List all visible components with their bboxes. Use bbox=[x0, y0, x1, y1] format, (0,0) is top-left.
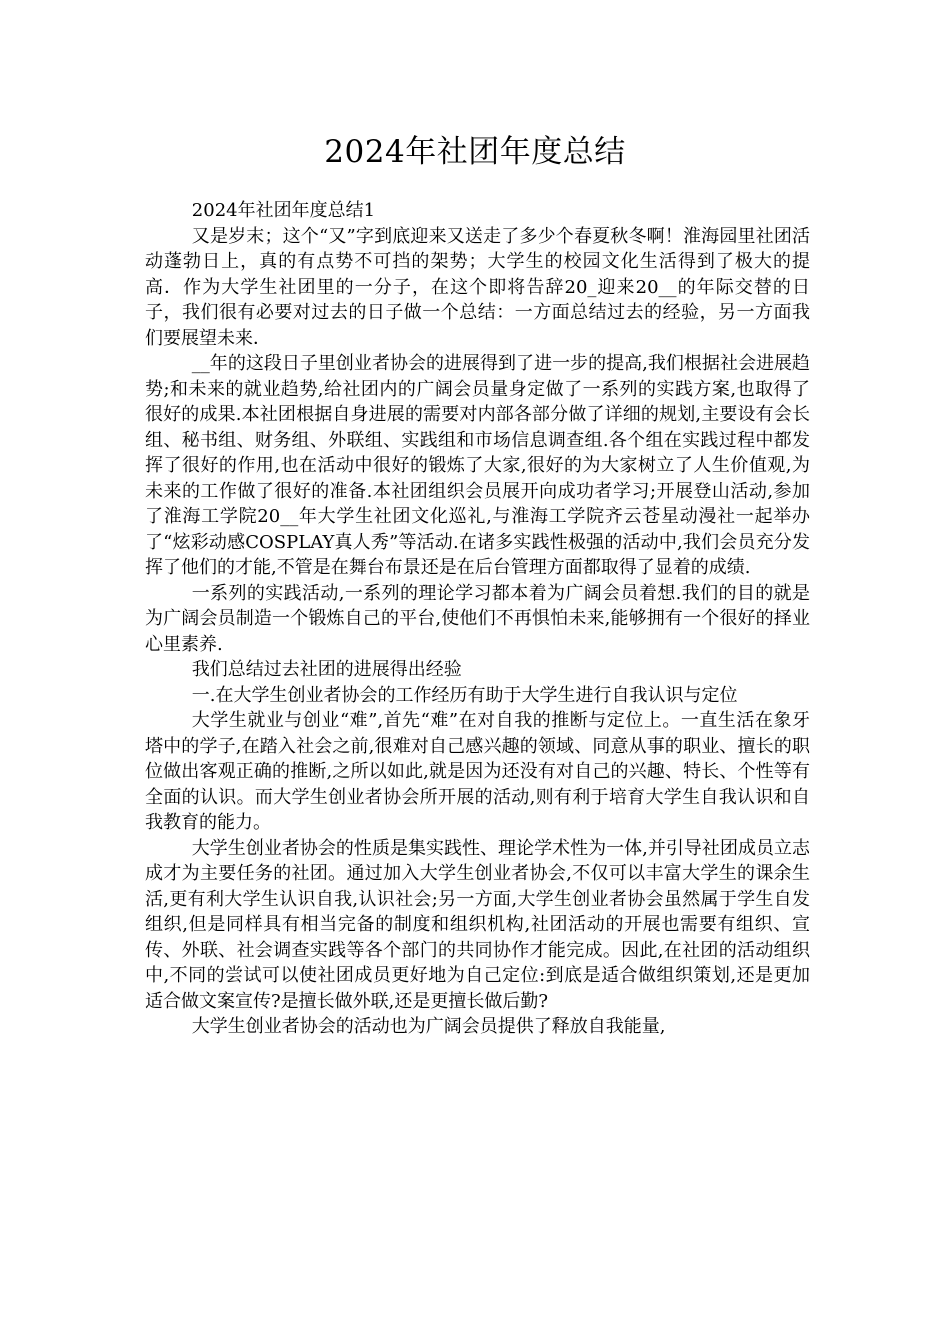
paragraph-summary-lead: 我们总结过去社团的进展得出经验 bbox=[191, 659, 462, 680]
paragraph-employment: 大学生就业与创业“难”,首先“难”在对自我的推断与定位上。一直生活在象牙塔中的学子,在踏入社会之前,很难对自己感兴趣的领域、同意从事的职业、擅长的职位做出客观正确的推断,之所以如此,就是因为还没有对自己的兴趣、特长、个性等有全面的认识。而大学生创业者协会所开展的活动,则有利于培育大学生自我认识和自我教育的能力。 bbox=[145, 710, 810, 833]
paragraph-progress: __年的这段日子里创业者协会的进展得到了进一步的提高,我们根据社会进展趋势;和未来的就业趋势,给社团内的广阔会员量身定做了一系列的实践方案,也取得了很好的成果.本社团根据自身进展的需要对内部各部分做了详细的规划,主要设有会长组、秘书组、财务组、外联组、实践组和市场信息调查组.各个组在实践过程中都发挥了很好的作用,也在活动中很好的锻炼了大家,很好的为大家树立了人生价值观,为未来的工作做了很好的准备.本社团组织会员展开向成功者学习;开展登山活动,参加了淮海工学院20__年大学生社团文化巡礼,与淮海工学院齐云苍星动漫社一起举办了“炫彩动感COSPLAY真人秀”等活动.在诸多实践性极强的活动中,我们会员充分发挥了他们的才能,不管是在舞台布景还是在后台管理方面都取得了显着的成绩. bbox=[145, 353, 810, 578]
paragraph-activities: 大学生创业者协会的活动也为广阔会员提供了释放自我能量, bbox=[191, 1016, 666, 1037]
paragraph-point-one: 一.在大学生创业者协会的工作经历有助于大学生进行自我认识与定位 bbox=[191, 684, 738, 706]
section-heading: 2024年社团年度总结1 bbox=[191, 200, 376, 221]
paragraph-practice: 一系列的实践活动,一系列的理论学习都本着为广阔会员着想.我们的目的就是为广阔会员制造一个锻炼自己的平台,使他们不再惧怕未来,能够拥有一个很好的择业心里素养. bbox=[145, 582, 810, 655]
paragraph-intro: 又是岁末；这个“又”字到底迎来又送走了多少个春夏秋冬啊！淮海园里社团活动蓬勃日上，真的有点势不可挡的架势；大学生的校园文化生活得到了极大的提高．作为大学生社团里的一分子，在这个即将告辞20_迎来20__的年际交替的日子，我们很有必要对过去的日子做一个总结：一方面总结过去的经验，另一方面我们要展望未来． bbox=[145, 225, 810, 349]
document-title: 2024年社团年度总结 bbox=[324, 134, 626, 170]
document-body bbox=[145, 198, 810, 1040]
paragraph-association-nature: 大学生创业者协会的性质是集实践性、理论学术性为一体,并引导社团成员立志成才为主要任务的社团。通过加入大学生创业者协会,不仅可以丰富大学生的课余生活,更有利大学生认识自我,认识社会;另一方面,大学生创业者协会虽然属于学生自发组织,但是同样具有相当完备的制度和组织机构,社团活动的开展也需要有组织、宣传、外联、社会调查实践等各个部门的共同协作才能完成。因此,在社团的活动组织中,不同的尝试可以使社团成员更好地为自己定位:到底是适合做组织策划,还是更加适合做文案宣传?是擅长做外联,还是更擅长做后勤? bbox=[145, 837, 810, 1012]
